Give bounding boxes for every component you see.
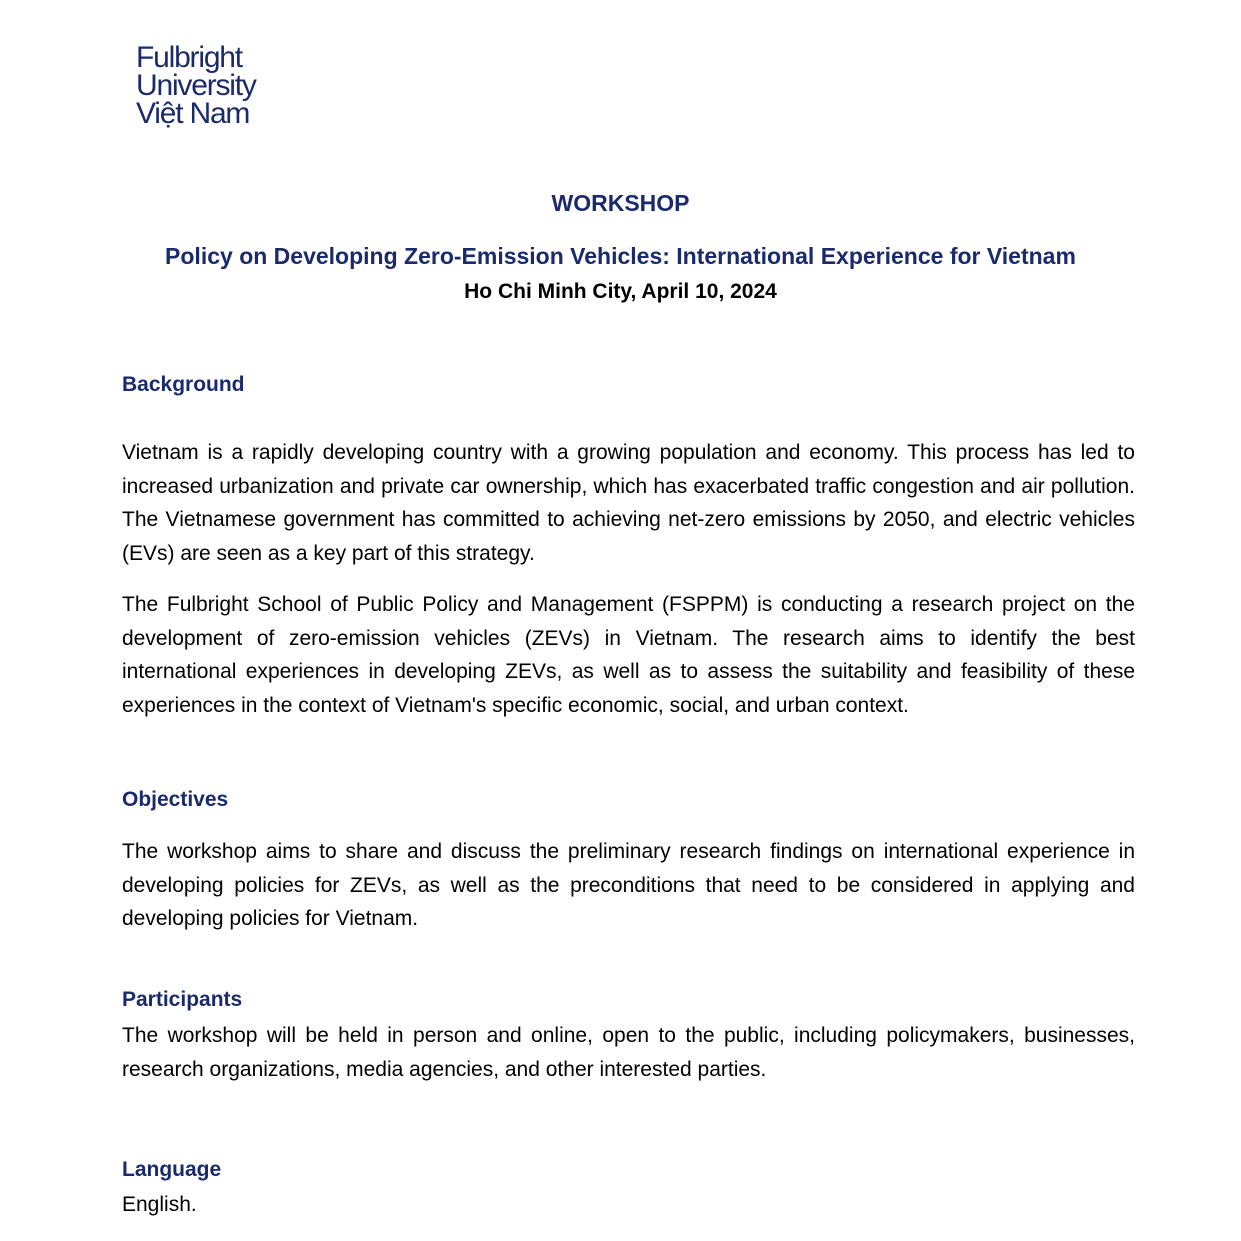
location-date: Ho Chi Minh City, April 10, 2024: [464, 280, 777, 303]
background-paragraph-1: Vietnam is a rapidly developing country with a growing population and economy. This process has led to increased urbanization and private car ownership, which has exacerbated traffic congestion and air pollution. The Vietnamese government has committed to achieving net-zero emissions by 2050, and electric vehicles (EVs) are seen as a key part of this strategy.: [122, 441, 1135, 565]
workshop-title: Policy on Developing Zero-Emission Vehicles: International Experience for Vietnam: [165, 243, 1076, 269]
language-text: English.: [122, 1193, 197, 1216]
objectives-heading: Objectives: [122, 788, 229, 811]
background-paragraph-2: The Fulbright School of Public Policy and Management (FSPPM) is conducting a research project on the development of zero-emission vehicles (ZEVs) in Vietnam. The research aims to identify the best international experiences in developing ZEVs, as well as to assess the suitability and feasibility of these experiences in the context of Vietnam's specific economic, social, and urban context.: [122, 593, 1135, 717]
language-heading: Language: [122, 1158, 222, 1181]
participants-text: The workshop will be held in person and online, open to the public, including policymakers, businesses, research organizations, media agencies, and other interested parties.: [122, 1024, 1135, 1081]
participants-heading: Participants: [122, 988, 243, 1011]
background-heading: Background: [122, 373, 245, 396]
logo-line-2: University: [136, 69, 256, 102]
event-type-heading: WORKSHOP: [551, 190, 690, 216]
objectives-text: The workshop aims to share and discuss the preliminary research findings on international experience in developing policies for ZEVs, as well as the preconditions that need to be considered in applying and developing policies for Vietnam.: [122, 840, 1135, 930]
logo-line-3: Việt Nam: [136, 97, 250, 130]
logo-line-1: Fulbright: [136, 41, 242, 74]
fulbright-logo: [136, 41, 296, 130]
